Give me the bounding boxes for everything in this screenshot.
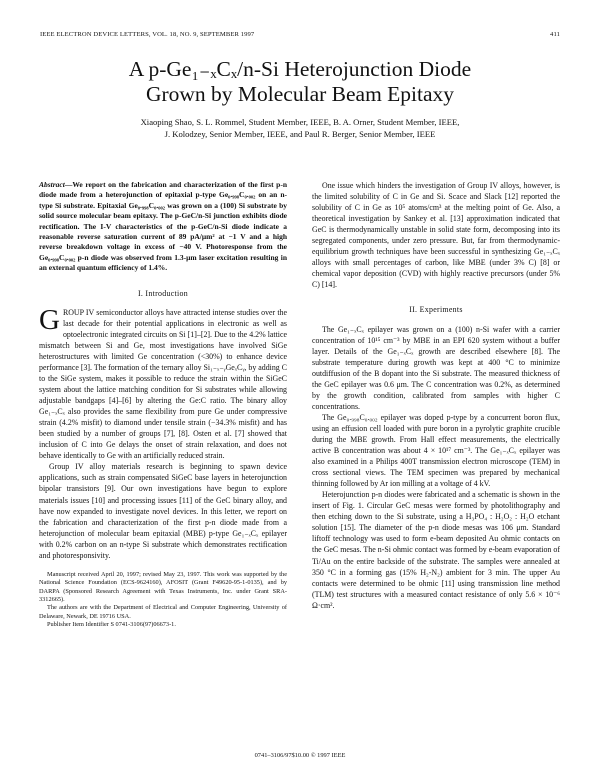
footnote-identifier: Publisher Item Identifier S 0741-3106(97)06673-1. bbox=[47, 621, 176, 629]
author-list bbox=[40, 116, 560, 140]
drop-cap: G bbox=[39, 303, 60, 336]
page-number: 411 bbox=[550, 31, 560, 38]
title-line-1: A p-Ge₁₋ₓCₓ/n-Si Heterojunction Diode bbox=[128, 57, 472, 81]
intro-paragraph-1 bbox=[39, 303, 287, 462]
authors-line-1: Xiaoping Shao, S. L. Rommel, Student Member, IEEE, B. A. Orner, Student Member, IEEE, bbox=[140, 117, 460, 127]
left-column bbox=[39, 180, 287, 630]
experiments-paragraph-1: The Ge₁₋ₓCₓ epilayer was grown on a (100) n-Si wafer with a carrier concentration of 10¹⁵ cm⁻³ by MBE in an EPI 620 system without a buffer layer. Details of the Ge₁₋ₓCₓ growth are described elsewhere [8]. The substrate temperature during growth was kept at 400 °C to minimize outdiffusion of the B dopant into the Si substrate. The measured thickness of the GeC epilayer was 0.6 μm. The C concentration was 0.2%, as determined by the growth condition, calibrated from samples with higher C concentrations. bbox=[312, 324, 560, 411]
paper-title bbox=[40, 57, 560, 107]
section-heading-experiments: II. Experiments bbox=[409, 305, 463, 315]
intro-paragraph-2: Group IV alloy materials research is beginning to spawn device applications, such as strain compensated SiGeC base layers in heterojunction bipolar transistors [9]. Our own investigations have begun to explore materials issues [10] and processing issues [11] of the GeC binary alloy, and have now expanded to investigate novel devices. In this letter, we report on the fabrication and characterization of the first p-n diode made from a heterojunction of molecular beam epitaxial (MBE) p-type Ge₁₋ₓCₓ epilayer with 0.2% carbon on an n-type Si substrate which demonstrates rectification and photoresponsivity. bbox=[39, 462, 287, 560]
abstract bbox=[39, 180, 287, 274]
journal-name: IEEE ELECTRON DEVICE LETTERS, VOL. 18, NO. 9, SEPTEMBER 1997 bbox=[40, 31, 255, 38]
section-heading-introduction: I. Introduction bbox=[137, 288, 189, 298]
abstract-lead: Abstract— bbox=[39, 180, 73, 189]
copyright-footer: 0741–3106/97$10.00 © 1997 IEEE bbox=[254, 752, 346, 759]
footnote-manuscript: Manuscript received April 20, 1997; revised May 23, 1997. This work was supported by the National Science Foundation (ECS-9624160), AFOSIT (Grant F49620-95-1-0135), and by DARPA (Sponsored Research Agreement with Texas Instruments, Inc. under Grant SRA-3312665). bbox=[39, 570, 287, 603]
first-page-footnote bbox=[39, 571, 287, 630]
footnote-affiliation: The authors are with the Department of Electrical and Computer Engineering, University of Delaware, Newark, DE 19716 USA. bbox=[39, 604, 287, 620]
running-header bbox=[40, 31, 560, 41]
authors-line-2: J. Kolodzey, Senior Member, IEEE, and Paul R. Berger, Senior Member, IEEE bbox=[164, 129, 436, 139]
abstract-text: We report on the fabrication and characterization of the first p-n diode made from a heterojunction of epitaxial p-type Ge₀.₉₉₈C₀.₀₀₂ on an n-type Si substrate. Epitaxial Ge₀.₉₉₈C₀.₀₀₂ was grown on a (100) Si substrate by solid source molecular beam epitaxy. The p-GeC/n-Si junction exhibits diode rectification. The I-V characteristics of the p-GeC/n-Si diode indicate a reasonable reverse saturation current of 89 pA/μm² at −1 V and a high reverse breakdown voltage in excess of −40 V. Photoresponse from the Ge₀.₉₉₈C₀.₀₀₂ p-n diode was observed from 1.3-μm laser excitation resulting in an external quantum efficiency of 1.4%. bbox=[39, 180, 287, 273]
experiments-paragraph-3: Heterojunction p-n diodes were fabricated and a schematic is shown in the insert of Fig. 1. Circular GeC mesas were formed by photolithography and then etching down to the Si substrate, using a H₃PO₄ : H₂O₂ : H₂O etchant solution [15]. The diameter of the p-n diode mesas was 106 μm. Standard liftoff technology was used to form e-beam deposited Au ohmic contacts on the GeC mesas. The n-Si ohmic contact was formed by e-beam evaporation of Ti/Au on the entire backside of the substrate. The samples were annealed at 350 °C in a forming gas (15% H₂-N₂) ambient for 3 min. The upper Au contacts were determined to be ohmic [11] using transmission line method (TLM) test structures with a measured contact resistance of only 5.6 × 10⁻⁶ Ω·cm². bbox=[312, 490, 560, 610]
experiments-paragraph-2: The Ge₀.₉₉₈C₀.₀₀₂ epilayer was doped p-type by a concurrent boron flux, using an effusion cell loaded with pure boron in a pyrolytic graphite crucible during the MBE growth. From Hall effect measurements, the electrically active B concentration was about 4 × 10¹⁷ cm⁻³. The Ge₁₋ₓCₓ epilayer was also examined in a Philips 400T transmission electron microscope (TEM) in cross sectional views. The TEM specimen was prepared by mechanical thinning followed by Ar ion milling at a voltage of 4 kV. bbox=[312, 412, 560, 489]
intro-paragraph-3: One issue which hinders the investigation of Group IV alloys, however, is the limited solubility of C in Ge and Si. Scace and Slack [12] reported the solubility of C in Ge as 10⁵ atoms/cm³ at the melting point of Ge. Also, a theoretical investigation by Sankey et al. [13] approximation indicated that GeC is thermodynamically unstable in solid state form, decomposing into its segregated components, under zero pressure. But, far from thermodynamic-equilibrium growth techniques have been successful in synthesizing Ge₁₋ₓCₓ alloys with small percentages of carbon, like MBE (under 3% C) [8] or chemical vapor deposition (CVD) with highly reactive precursors (under 5% C) [14]. bbox=[312, 181, 560, 290]
title-line-2: Grown by Molecular Beam Epitaxy bbox=[145, 82, 455, 106]
right-column bbox=[312, 180, 560, 611]
intro-paragraph-1-text: ROUP IV semiconductor alloys have attracted intense studies over the last decade for their potential applications in electronic as well as optoelectronic integrated circuits on Si [1]–[2]. Due to the 4.2% lattice mismatch between Si and Ge, most investigations have involved SiGe heterostructures with limited Ge concentration (<30%) to enhance device performance [3]. The formation of the ternary alloy Si₁₋ₓ₋ᵧGeₓCᵧ, by adding C to the SiGe system, makes it possible to reduce the strain within the SiGeC system about the lattice matching condition for Si substrates while allowing adjustable bandgaps [4]–[6] by altering the Ge:C ratio. The binary alloy Ge₁₋ₓCₓ also provides the same flexibility from pure Ge under compressive strain (4.2% misfit) to diamond under tensile strain (−34.3% misfit) and has been studied by a number of groups [7], [8]. Osten et al. [7] showed that inclusion of C into Ge delays the onset of strain relaxation, and does not behave identically to Ge with an artificially reduced strain. bbox=[39, 307, 287, 461]
